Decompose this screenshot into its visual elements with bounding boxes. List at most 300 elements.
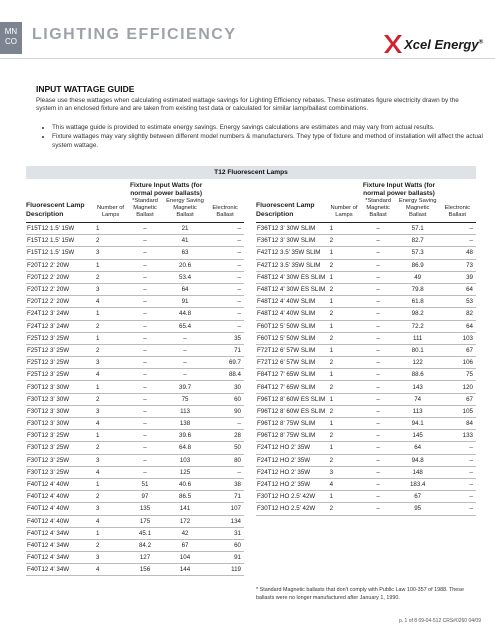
cell-standard: – [126, 247, 164, 259]
bullet-item: • Fixture wattages may vary slightly between different model numbers & manufacturers. They type of fixture and method of installation will affect the actual system wattage. [52, 133, 484, 150]
cell-desc: F25T12 3' 25W [26, 344, 95, 356]
cell-electronic: 134 [206, 515, 244, 527]
cell-energy-saving: 39.7 [164, 381, 206, 393]
cell-lamps: 1 [95, 527, 126, 539]
col-blank [329, 180, 360, 198]
table-row [26, 344, 244, 356]
state-code-co: CO [5, 37, 17, 46]
table-row [26, 466, 244, 478]
col-blank [26, 180, 95, 198]
cell-lamps: 4 [95, 515, 126, 527]
col-blank [206, 180, 244, 198]
cell-energy-saving: 75 [164, 393, 206, 405]
cell-electronic: 39 [439, 271, 476, 283]
col-header-electronic: Electronic Ballast [206, 198, 244, 223]
cell-lamps: 1 [329, 491, 360, 503]
table-row [26, 283, 244, 295]
cell-lamps: 4 [95, 296, 126, 308]
cell-lamps: 3 [95, 454, 126, 466]
cell-lamps: 1 [329, 418, 360, 430]
cell-lamps: 2 [95, 320, 126, 332]
cell-lamps: 4 [95, 466, 126, 478]
cell-energy-saving: 67 [164, 539, 206, 551]
table-row [256, 283, 476, 295]
cell-desc: F30T12 3' 25W [26, 466, 95, 478]
cell-lamps: 2 [329, 381, 360, 393]
table-row [26, 357, 244, 369]
col-header-description: Fluorescent Lamp Description [256, 198, 329, 223]
cell-desc: F48T12 4' 40W SLIM [256, 296, 329, 308]
cell-energy-saving: 79.8 [397, 283, 439, 295]
cell-desc: F24T12 HO 2' 35W [256, 442, 329, 454]
cell-desc: F40T12 4' 40W [26, 478, 95, 490]
cell-electronic: 120 [439, 381, 476, 393]
cell-energy-saving: 103 [164, 454, 206, 466]
cell-energy-saving: 111 [397, 332, 439, 344]
cell-energy-saving: 82.7 [397, 235, 439, 247]
cell-electronic: 88.4 [206, 369, 244, 381]
cell-energy-saving: 88.6 [397, 369, 439, 381]
cell-standard: 156 [126, 564, 164, 576]
cell-desc: F60T12 5' 50W SLIM [256, 320, 329, 332]
table-row [26, 369, 244, 381]
cell-desc: F30T12 3' 30W [26, 405, 95, 417]
cell-energy-saving: 145 [397, 430, 439, 442]
cell-lamps: 2 [329, 259, 360, 271]
cell-electronic: 105 [439, 405, 476, 417]
cell-energy-saving: 64.8 [164, 442, 206, 454]
cell-standard: – [359, 320, 396, 332]
cell-lamps: 2 [329, 332, 360, 344]
col-blank [256, 180, 329, 198]
table-row [26, 296, 244, 308]
cell-standard: – [359, 308, 396, 320]
table-row [26, 527, 244, 539]
col-header-standard: *Standard Magnetic Ballast [126, 198, 164, 223]
cell-standard: – [126, 369, 164, 381]
cell-lamps: 1 [95, 223, 126, 235]
cell-lamps: 3 [95, 552, 126, 564]
cell-desc: F30T12 HO 2.5' 42W [256, 503, 329, 515]
cell-desc: F84T12 7' 65W SLIM [256, 381, 329, 393]
cell-standard: 97 [126, 491, 164, 503]
table-row [26, 430, 244, 442]
cell-electronic: 119 [206, 564, 244, 576]
table-row [26, 552, 244, 564]
cell-energy-saving: 144 [164, 564, 206, 576]
table-row [26, 539, 244, 551]
cell-standard: 175 [126, 515, 164, 527]
cell-electronic: 67 [439, 344, 476, 356]
cell-lamps: 2 [95, 539, 126, 551]
cell-lamps: 1 [329, 223, 360, 235]
cell-energy-saving: 49 [397, 271, 439, 283]
cell-standard: – [359, 430, 396, 442]
cell-standard: – [359, 393, 396, 405]
table-row [256, 393, 476, 405]
cell-electronic: – [439, 454, 476, 466]
cell-electronic: 64 [439, 320, 476, 332]
cell-electronic: – [206, 296, 244, 308]
cell-electronic: – [439, 491, 476, 503]
cell-lamps: 1 [95, 332, 126, 344]
cell-energy-saving: 41 [164, 235, 206, 247]
cell-electronic: 38 [206, 478, 244, 490]
cell-lamps: 2 [95, 235, 126, 247]
cell-electronic: 64 [439, 283, 476, 295]
table-row [26, 235, 244, 247]
bullet-item: • This wattage guide is provided to estimate energy savings. Energy savings calculations are estimates and may vary from actual results. [52, 124, 484, 132]
cell-standard: – [359, 223, 396, 235]
table-row [256, 491, 476, 503]
cell-energy-saving: – [164, 332, 206, 344]
table-row [256, 405, 476, 417]
cell-desc: F72T12 6' 57W SLIM [256, 357, 329, 369]
table-row [256, 381, 476, 393]
cell-desc: F24T12 HO 2' 35W [256, 478, 329, 490]
cell-standard: – [359, 442, 396, 454]
cell-electronic: – [206, 223, 244, 235]
cell-lamps: 1 [329, 344, 360, 356]
cell-lamps: 2 [95, 491, 126, 503]
cell-lamps: 1 [329, 369, 360, 381]
cell-energy-saving: 113 [397, 405, 439, 417]
cell-energy-saving: 91 [164, 296, 206, 308]
cell-energy-saving: 44.8 [164, 308, 206, 320]
cell-electronic: 31 [206, 527, 244, 539]
cell-desc: F96T12 8' 75W SLIM [256, 430, 329, 442]
cell-lamps: 4 [95, 418, 126, 430]
xcel-energy-logo [382, 35, 483, 53]
cell-standard: – [359, 296, 396, 308]
cell-energy-saving: 94.8 [397, 454, 439, 466]
cell-lamps: 2 [329, 503, 360, 515]
table-row [26, 405, 244, 417]
cell-electronic: 35 [206, 332, 244, 344]
cell-energy-saving: 72.2 [397, 320, 439, 332]
table-row [26, 442, 244, 454]
cell-standard: – [126, 308, 164, 320]
cell-standard: – [126, 381, 164, 393]
table-row [256, 320, 476, 332]
cell-electronic: 103 [439, 332, 476, 344]
cell-lamps: 1 [329, 442, 360, 454]
col-group-fixture-watts: Fixture Input Watts (for normal power ballasts) [129, 182, 203, 197]
cell-lamps: 2 [95, 344, 126, 356]
cell-electronic: 73 [439, 259, 476, 271]
cell-electronic: 69.7 [206, 357, 244, 369]
cell-lamps: 4 [95, 369, 126, 381]
cell-electronic: 106 [439, 357, 476, 369]
cell-electronic: – [439, 466, 476, 478]
table-row [26, 308, 244, 320]
state-code-mn: MN [4, 27, 18, 36]
table-row [26, 478, 244, 490]
cell-lamps: 3 [95, 283, 126, 295]
cell-standard: – [126, 393, 164, 405]
cell-energy-saving: 20.6 [164, 259, 206, 271]
cell-standard: – [359, 283, 396, 295]
cell-energy-saving: – [164, 369, 206, 381]
table-row [256, 442, 476, 454]
table-body-right [256, 223, 476, 516]
cell-standard: – [126, 454, 164, 466]
cell-lamps: 2 [329, 454, 360, 466]
cell-lamps: 3 [95, 247, 126, 259]
cell-standard: 45.1 [126, 527, 164, 539]
cell-energy-saving: 86.5 [164, 491, 206, 503]
cell-standard: 135 [126, 503, 164, 515]
table-row [26, 393, 244, 405]
cell-standard: – [359, 503, 396, 515]
cell-desc: F20T12 2' 20W [26, 283, 95, 295]
cell-lamps: 2 [95, 393, 126, 405]
cell-standard: – [359, 454, 396, 466]
cell-desc: F48T12 4' 30W ES SLIM [256, 283, 329, 295]
col-blank [95, 180, 126, 198]
cell-electronic: – [439, 478, 476, 490]
cell-standard: – [359, 418, 396, 430]
cell-electronic: – [206, 247, 244, 259]
cell-lamps: 2 [329, 405, 360, 417]
cell-desc: F48T12 4' 40W SLIM [256, 308, 329, 320]
cell-electronic: – [439, 442, 476, 454]
cell-desc: F96T12 8' 75W SLIM [256, 418, 329, 430]
cell-electronic: 60 [206, 393, 244, 405]
cell-standard: – [126, 235, 164, 247]
table-footnote: * Standard Magnetic ballasts that don't comply with Public Law 100-357 of 1988. These ballasts were no longer manufactured after January 1, 1990. [256, 587, 464, 601]
cell-lamps: 3 [95, 357, 126, 369]
cell-desc: F30T12 3' 25W [26, 454, 95, 466]
cell-electronic: 91 [206, 552, 244, 564]
wattage-table-right [256, 180, 476, 516]
cell-lamps: 1 [329, 271, 360, 283]
cell-lamps: 4 [95, 564, 126, 576]
table-row [256, 296, 476, 308]
table-row [256, 418, 476, 430]
table-row [26, 564, 244, 576]
cell-desc: F42T12 3.5' 35W SLIM [256, 247, 329, 259]
cell-standard: – [359, 369, 396, 381]
cell-standard: – [126, 296, 164, 308]
cell-standard: – [359, 235, 396, 247]
cell-desc: F24T12 HO 2' 35W [256, 466, 329, 478]
cell-standard: – [359, 344, 396, 356]
cell-electronic: 75 [439, 369, 476, 381]
cell-electronic: 84 [439, 418, 476, 430]
cell-standard: 51 [126, 478, 164, 490]
section-title: LIGHTING EFFICIENCY [32, 26, 237, 43]
table-row [256, 430, 476, 442]
cell-energy-saving: 86.9 [397, 259, 439, 271]
cell-standard: – [126, 344, 164, 356]
cell-desc: F25T12 3' 25W [26, 357, 95, 369]
table-row [26, 454, 244, 466]
cell-electronic: – [206, 308, 244, 320]
cell-electronic: 48 [439, 247, 476, 259]
cell-energy-saving: 143 [397, 381, 439, 393]
table-row [26, 515, 244, 527]
cell-standard: – [359, 357, 396, 369]
cell-electronic: 82 [439, 308, 476, 320]
cell-desc: F24T12 3' 24W [26, 308, 95, 320]
cell-lamps: 1 [95, 259, 126, 271]
cell-energy-saving: 61.8 [397, 296, 439, 308]
page-footer: p. 1 of 8 09-04-512 CRS#0260 04/09 [398, 618, 481, 624]
cell-electronic: 67 [439, 393, 476, 405]
cell-standard: – [126, 283, 164, 295]
table-row [26, 503, 244, 515]
cell-energy-saving: 95 [397, 503, 439, 515]
cell-desc: F40T12 4' 40W [26, 503, 95, 515]
cell-desc: F40T12 4' 34W [26, 564, 95, 576]
cell-energy-saving: 80.1 [397, 344, 439, 356]
cell-electronic: – [206, 283, 244, 295]
cell-standard: – [359, 478, 396, 490]
cell-energy-saving: 39.6 [164, 430, 206, 442]
cell-standard: – [359, 332, 396, 344]
cell-electronic: – [206, 271, 244, 283]
cell-standard: – [359, 405, 396, 417]
cell-desc: F30T12 3' 25W [26, 430, 95, 442]
table-row [256, 332, 476, 344]
cell-desc: F15T12 1.5' 15W [26, 235, 95, 247]
cell-lamps: 2 [95, 442, 126, 454]
cell-energy-saving: 64 [164, 283, 206, 295]
cell-electronic: – [439, 223, 476, 235]
cell-standard: – [126, 430, 164, 442]
cell-standard: – [359, 381, 396, 393]
cell-desc: F40T12 4' 34W [26, 552, 95, 564]
cell-energy-saving: 94.1 [397, 418, 439, 430]
cell-energy-saving: 64 [397, 442, 439, 454]
cell-energy-saving: 57.1 [397, 223, 439, 235]
cell-standard: – [359, 247, 396, 259]
cell-desc: F36T12 3' 30W SLIM [256, 235, 329, 247]
cell-energy-saving: 65.4 [164, 320, 206, 332]
table-row [256, 235, 476, 247]
state-code-tab [0, 22, 22, 54]
cell-standard: – [126, 259, 164, 271]
cell-energy-saving: – [164, 357, 206, 369]
cell-electronic: 28 [206, 430, 244, 442]
cell-desc: F24T12 HO 2' 35W [256, 454, 329, 466]
cell-desc: F42T12 3.5' 35W SLIM [256, 259, 329, 271]
table-row [26, 223, 244, 235]
cell-desc: F96T12 8' 60W ES SLIM [256, 405, 329, 417]
cell-energy-saving: 53.4 [164, 271, 206, 283]
cell-desc: F60T12 5' 50W SLIM [256, 332, 329, 344]
cell-electronic: 133 [439, 430, 476, 442]
cell-energy-saving: 141 [164, 503, 206, 515]
cell-desc: F30T12 3' 30W [26, 381, 95, 393]
cell-energy-saving: 63 [164, 247, 206, 259]
cell-desc: F48T12 4' 30W ES SLIM [256, 271, 329, 283]
cell-desc: F40T12 4' 34W [26, 539, 95, 551]
cell-electronic: – [206, 320, 244, 332]
cell-energy-saving: 57.3 [397, 247, 439, 259]
cell-lamps: 2 [95, 271, 126, 283]
table-row [26, 491, 244, 503]
cell-electronic: – [206, 418, 244, 430]
col-blank [439, 180, 476, 198]
cell-lamps: 3 [329, 466, 360, 478]
cell-energy-saving: 125 [164, 466, 206, 478]
table-row [26, 320, 244, 332]
cell-desc: F96T12 8' 60W ES SLIM [256, 393, 329, 405]
table-row [26, 271, 244, 283]
table-row [256, 344, 476, 356]
cell-lamps: 1 [95, 308, 126, 320]
cell-desc: F30T12 3' 30W [26, 418, 95, 430]
guide-title: INPUT WATTAGE GUIDE [36, 84, 135, 94]
col-header-electronic: Electronic Ballast [439, 198, 476, 223]
cell-standard: – [126, 357, 164, 369]
cell-electronic: – [439, 235, 476, 247]
cell-lamps: 4 [329, 478, 360, 490]
cell-desc: F40T12 4' 34W [26, 527, 95, 539]
col-header-energy-saving: Energy Saving Magnetic Ballast [397, 198, 439, 223]
cell-electronic: 53 [439, 296, 476, 308]
cell-energy-saving: 98.2 [397, 308, 439, 320]
cell-electronic: 107 [206, 503, 244, 515]
logo-mark-icon [382, 35, 402, 53]
table-row [256, 454, 476, 466]
table-row [26, 259, 244, 271]
col-header-lamps: Number of Lamps [95, 198, 126, 223]
cell-electronic: 71 [206, 491, 244, 503]
cell-desc: F40T12 4' 40W [26, 515, 95, 527]
cell-electronic: – [206, 466, 244, 478]
cell-standard: – [126, 223, 164, 235]
cell-desc: F25T12 3' 25W [26, 369, 95, 381]
cell-standard: – [126, 271, 164, 283]
table-row [256, 259, 476, 271]
cell-standard: – [126, 466, 164, 478]
cell-standard: – [126, 405, 164, 417]
cell-lamps: 2 [329, 235, 360, 247]
cell-standard: – [359, 466, 396, 478]
cell-energy-saving: 183.4 [397, 478, 439, 490]
cell-electronic: 80 [206, 454, 244, 466]
cell-lamps: 1 [95, 478, 126, 490]
table-row [256, 308, 476, 320]
cell-desc: F25T12 3' 25W [26, 332, 95, 344]
cell-electronic: – [439, 503, 476, 515]
cell-standard: 84.2 [126, 539, 164, 551]
col-group-fixture-watts: Fixture Input Watts (for normal power ballasts) [362, 182, 436, 197]
cell-desc: F30T12 3' 30W [26, 393, 95, 405]
cell-electronic: 30 [206, 381, 244, 393]
table-row [26, 381, 244, 393]
cell-energy-saving: 172 [164, 515, 206, 527]
col-header-standard: *Standard Magnetic Ballast [359, 198, 396, 223]
cell-lamps: 2 [329, 308, 360, 320]
cell-energy-saving: 113 [164, 405, 206, 417]
cell-energy-saving: 21 [164, 223, 206, 235]
table-row [256, 466, 476, 478]
logo-wordmark: Xcel Energy® [404, 36, 483, 52]
cell-desc: F30T12 HO 2.5' 42W [256, 491, 329, 503]
table-row [256, 478, 476, 490]
cell-electronic: 71 [206, 344, 244, 356]
cell-lamps: 1 [329, 393, 360, 405]
cell-desc: F84T12 7' 65W SLIM [256, 369, 329, 381]
cell-desc: F15T12 1.5' 15W [26, 223, 95, 235]
cell-desc: F36T12 3' 30W SLIM [256, 223, 329, 235]
col-header-lamps: Number of Lamps [329, 198, 360, 223]
table-row [256, 223, 476, 235]
